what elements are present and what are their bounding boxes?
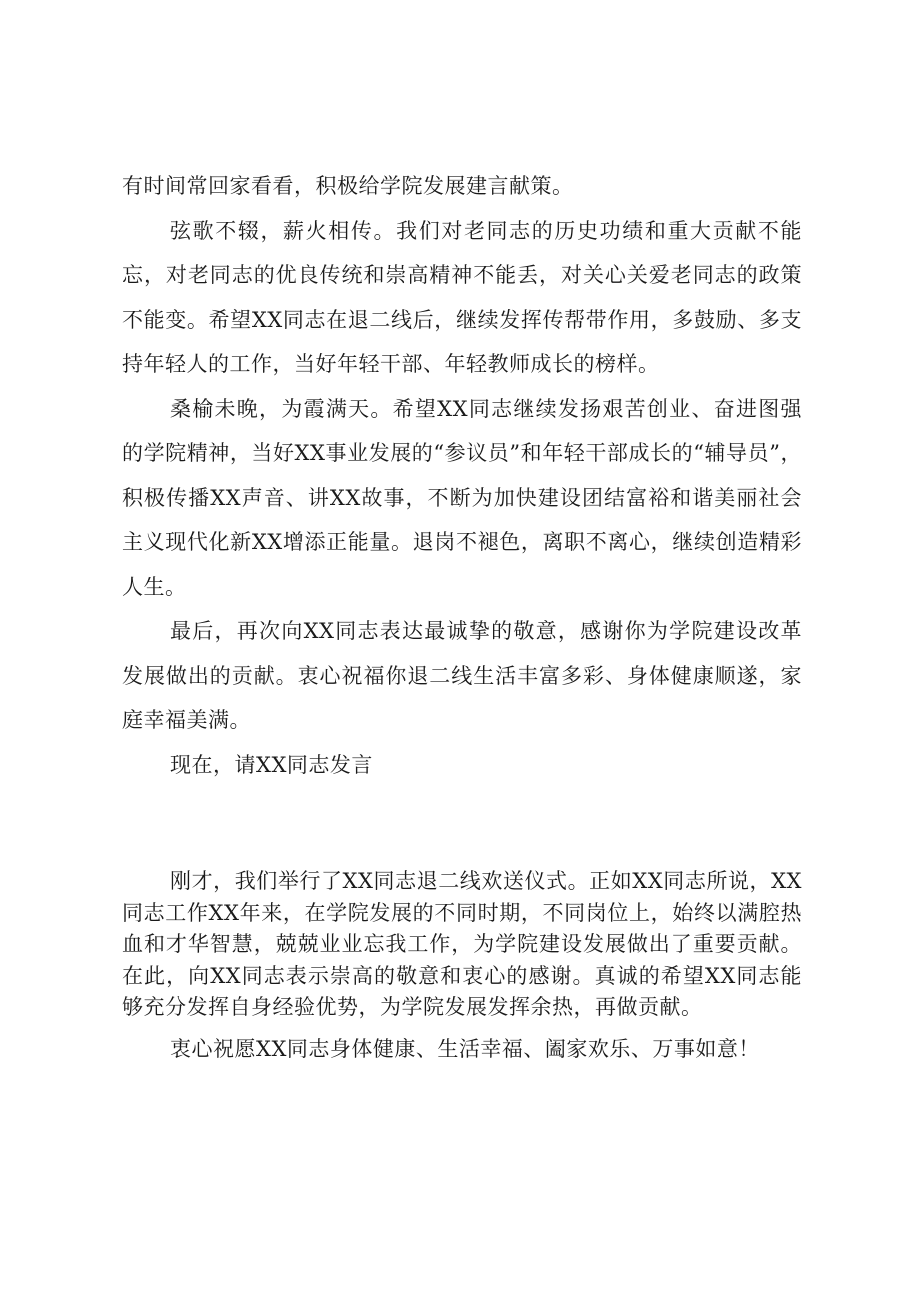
paragraph-summary: 刚才，我们举行了XX同志退二线欢送仪式。正如XX同志所说，XX同志工作XX年来，在学院发展的不同时期，不同岗位上，始终以满腔热血和才华智慧，兢兢业业忘我工作，为学院建设发展做出了重要贡献。在此，向XX同志表示崇高的敬意和衷心的感谢。真诚的希望XX同志能够充分发挥自身经验优势，为学院发展发挥余热，再做贡献。	[122, 869, 802, 1019]
section-closing-remarks	[122, 164, 802, 787]
paragraph-blessing: 衷心祝愿XX同志身体健康、生活幸福、阖家欢乐、万事如意！	[170, 1036, 760, 1061]
paragraph-heritage: 弦歌不辍，薪火相传。我们对老同志的历史功绩和重大贡献不能忘，对老同志的优良传统和崇高精神不能丢，对关心关爱老同志的政策不能变。希望XX同志在退二线后，继续发挥传帮带作用，多鼓励、多支持年轻人的工作，当好年轻干部、年轻教师成长的榜样。	[122, 218, 802, 376]
paragraph-continuation: 有时间常回家看看，积极给学院发展建言献策。	[122, 174, 574, 198]
paragraph-invite-speech: 现在，请XX同志发言	[170, 752, 373, 777]
paragraph-sunset-years: 桑榆未晚，为霞满天。希望XX同志继续发扬艰苦创业、奋进图强的学院精神，当好XX事业发展的“参议员”和年轻干部成长的“辅导员”，积极传播XX声音、讲XX故事，不断为加快建设团结富裕和谐美丽社会主义现代化新XX增添正能量。退岗不褪色，离职不离心，继续创造精彩人生。	[122, 396, 802, 599]
section-summary	[122, 866, 802, 1065]
paragraph-final-thanks: 最后，再次向XX同志表达最诚挚的敬意，感谢你为学院建设改革发展做出的贡献。衷心祝福你退二线生活丰富多彩、身体健康顺遂，家庭幸福美满。	[122, 619, 802, 732]
